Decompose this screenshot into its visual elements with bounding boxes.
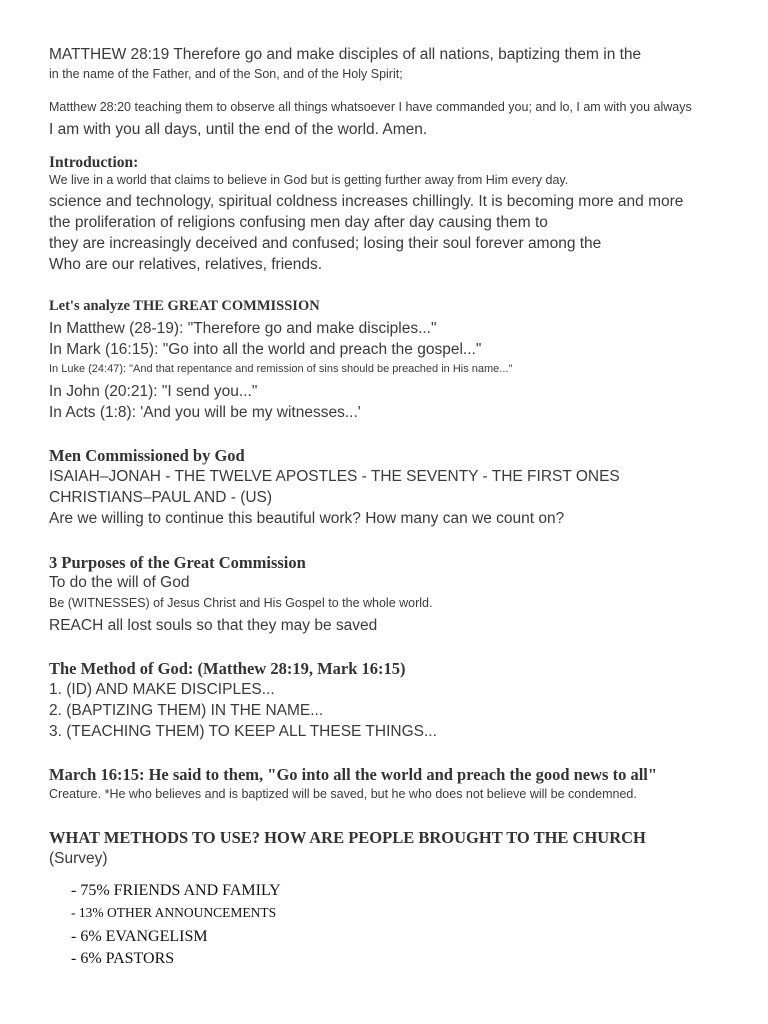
purposes-heading: 3 Purposes of the Great Commission bbox=[49, 553, 306, 572]
verse-28-19-line-1: MATTHEW 28:19 Therefore go and make disciples of all nations, baptizing them in the bbox=[49, 46, 642, 63]
men-commissioned-line: ISAIAH–JONAH - THE TWELVE APOSTLES - THE SEVENTY - THE FIRST ONES bbox=[49, 468, 620, 485]
verse-28-19-line-2: in the name of the Father, and of the Son, and of the Holy Spirit; bbox=[49, 67, 403, 81]
march-line: Creature. *He who believes and is baptized will be saved, but he who does not believe will be condemned. bbox=[49, 787, 637, 801]
introduction-line: the proliferation of religions confusing men day after day causing them to bbox=[49, 214, 548, 231]
purposes-line: To do the will of God bbox=[49, 574, 190, 591]
purposes-line: Be (WITNESSES) of Jesus Christ and His Gospel to the whole world. bbox=[49, 596, 433, 610]
great-commission-line: In Acts (1:8): 'And you will be my witnesses...' bbox=[49, 404, 361, 421]
verse-28-20-line-2: I am with you all days, until the end of the world. Amen. bbox=[49, 121, 428, 138]
men-commissioned-line: CHRISTIANS–PAUL AND - (US) bbox=[49, 489, 273, 506]
methods-heading: WHAT METHODS TO USE? HOW ARE PEOPLE BROUGHT TO THE CHURCH bbox=[49, 828, 646, 847]
great-commission-line: In Matthew (28-19): "Therefore go and make disciples..." bbox=[49, 320, 437, 337]
men-commissioned-line: Are we willing to continue this beautiful work? How many can we count on? bbox=[49, 510, 565, 527]
survey-item: - 75% FRIENDS AND FAMILY bbox=[71, 882, 281, 899]
great-commission-heading: Let's analyze THE GREAT COMMISSION bbox=[49, 298, 320, 314]
survey-item: - 6% PASTORS bbox=[71, 950, 175, 967]
survey-item: - 6% EVANGELISM bbox=[71, 928, 208, 945]
method-heading: The Method of God: (Matthew 28:19, Mark 16:15) bbox=[49, 659, 406, 678]
method-line: 3. (TEACHING THEM) TO KEEP ALL THESE THINGS... bbox=[49, 723, 437, 740]
purposes-line: REACH all lost souls so that they may be saved bbox=[49, 617, 378, 634]
methods-subheading: (Survey) bbox=[49, 850, 108, 867]
survey-item: - 13% OTHER ANNOUNCEMENTS bbox=[71, 905, 277, 920]
method-line: 2. (BAPTIZING THEM) IN THE NAME... bbox=[49, 702, 324, 719]
introduction-line: science and technology, spiritual coldness increases chillingly. It is becoming more and more bbox=[49, 193, 684, 210]
introduction-heading: Introduction: bbox=[49, 154, 139, 171]
introduction-line: We live in a world that claims to believe in God but is getting further away from Him every day. bbox=[49, 173, 569, 187]
introduction-line: they are increasingly deceived and confused; losing their soul forever among the bbox=[49, 235, 602, 252]
method-line: 1. (ID) AND MAKE DISCIPLES... bbox=[49, 681, 275, 698]
introduction-line: Who are our relatives, relatives, friends. bbox=[49, 256, 323, 273]
great-commission-line: In Mark (16:15): "Go into all the world and preach the gospel..." bbox=[49, 341, 482, 358]
great-commission-line: In Luke (24:47): "And that repentance and remission of sins should be preached in His name..." bbox=[49, 363, 513, 375]
men-commissioned-heading: Men Commissioned by God bbox=[49, 446, 245, 465]
great-commission-line: In John (20:21): "I send you..." bbox=[49, 383, 258, 400]
verse-28-20-line-1: Matthew 28:20 teaching them to observe all things whatsoever I have commanded you; and lo, I am with you always bbox=[49, 100, 692, 114]
march-heading: March 16:15: He said to them, "Go into all the world and preach the good news to all" bbox=[49, 765, 658, 784]
